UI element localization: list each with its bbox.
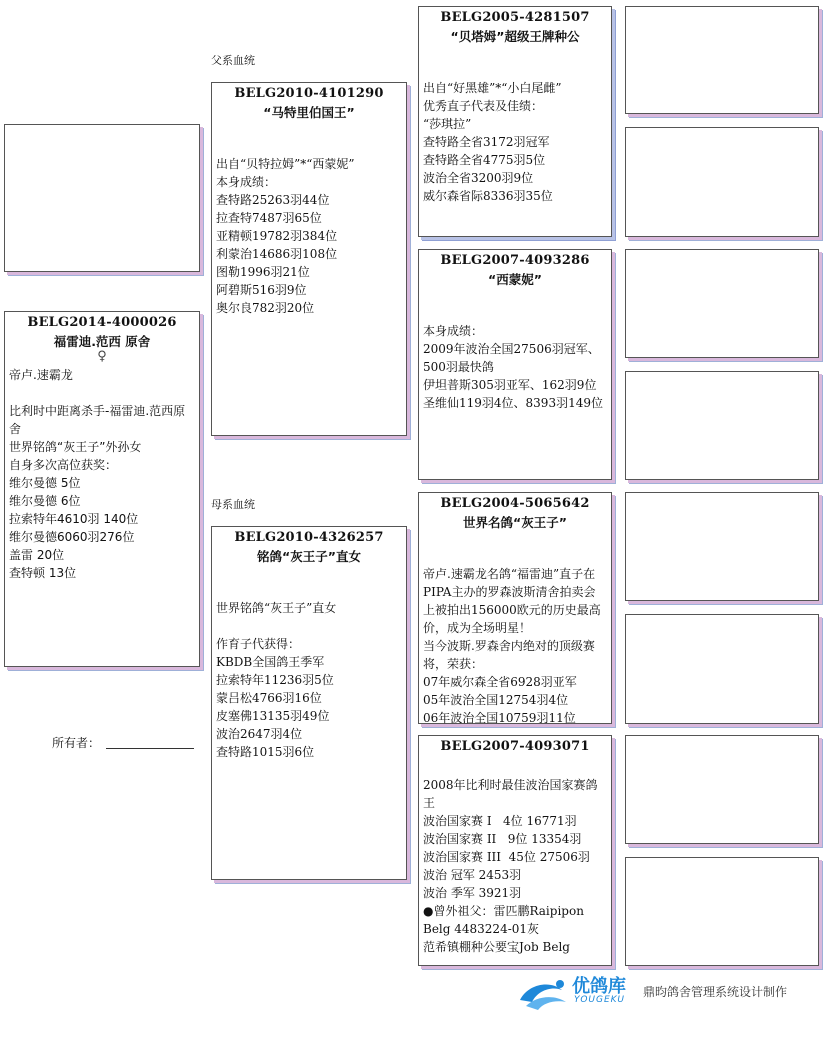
dam-sire-ring-number: BELG2004-5065642 [440, 496, 590, 511]
photo-placeholder [4, 124, 200, 272]
great-grandparent-6 [625, 614, 819, 724]
dam-sire-card [418, 492, 612, 724]
dam-sire-details: 帝卢.速霸龙名鸽“福雷迪”直子在PIPA主办的罗森波斯清舍拍卖会上被拍出156000欧元的历史最高价，成为全场明星！ 当今波斯.罗森舍内绝对的顶级赛将，荣获： 07年威尔森全省6928羽亚军 05年波治全国12754羽4位 06年波治全国10759羽11位 [423, 567, 601, 725]
brand-name-latin: YOUGEKU [574, 995, 626, 1005]
sire-sire-details: 出自“好黑雄”*“小白尾雌” 优秀直子代表及佳绩： “莎琪拉” 查特路全省3172羽冠军 查特路全省4775羽5位 波治全省3200羽9位 威尔森省际8336羽35位 [423, 81, 562, 203]
sire-ring-number: BELG2010-4101290 [234, 86, 384, 101]
dam-dam-card [418, 735, 612, 966]
great-grandparent-1 [625, 6, 819, 114]
sire-dam-ring-number: BELG2007-4093286 [440, 253, 590, 268]
dam-dam-details: 2008年比利时最佳波治国家赛鸽王 波治国家赛 I 4位 16771羽 波治国家赛 II 9位 13354羽 波治国家赛 III 45位 27506羽 波治 冠军 2453羽 波治 季军 3921羽 ●曾外祖父：雷匹鹏Raipipon Belg 4483224-01灰 范希镇棚种公要宝Job Belg [423, 778, 598, 954]
owner-signature-line [106, 748, 194, 749]
owner-label: 所有者： [52, 736, 101, 750]
father-line-label: 父系血统 [211, 54, 255, 67]
sire-sire-card [418, 6, 612, 237]
female-symbol-icon: ♀ [97, 349, 107, 364]
great-grandparent-4 [625, 371, 819, 480]
great-grandparent-2 [625, 127, 819, 237]
footer-credit: 鼎昀鸽舍管理系统设计制作 [643, 985, 788, 999]
dam-ring-number: BELG2010-4326257 [234, 530, 384, 545]
brand-name: 优鸽库 [572, 976, 626, 997]
sire-sire-name: “贝塔姆”超级王牌种公 [450, 29, 580, 44]
sire-card [211, 82, 407, 436]
great-grandparent-5 [625, 492, 819, 601]
subject-details: 帝卢.速霸龙 比利时中距离杀手-福雷迪.范西原舍 世界铭鸽“灰王子”外孙女 自身多次高位获奖： 维尔曼德 5位 维尔曼德 6位 拉索特年4610羽 140位 维尔曼德6060羽276位 盖雷 20位 查特顿 13位 [9, 368, 186, 580]
dam-card [211, 526, 407, 880]
great-grandparent-7 [625, 735, 819, 844]
great-grandparent-8 [625, 857, 819, 966]
mother-line-label: 母系血统 [211, 498, 255, 511]
subject-card [4, 311, 200, 667]
sire-dam-details: 本身成绩： 2009年波治全国27506羽冠军、500羽最快鸽 伊坦普斯305羽亚军、162羽9位 圣维仙119羽4位、8393羽149位 [423, 324, 603, 410]
sire-dam-card [418, 249, 612, 480]
dam-name: 铭鸽“灰王子”直女 [257, 549, 361, 564]
subject-ring-number: BELG2014-4000026 [27, 315, 177, 330]
sire-sire-ring-number: BELG2005-4281507 [440, 10, 590, 25]
dam-dam-ring-number: BELG2007-4093071 [440, 739, 590, 754]
subject-name: 福雷迪.范西 原舍 [53, 334, 151, 349]
dam-details: 世界铭鸽“灰王子”直女 作育子代获得： KBDB全国鸽王季军 拉索特年11236羽5位 蒙吕松4766羽16位 皮塞佛13135羽49位 波治2647羽4位 查特路1015羽6位 [216, 601, 337, 759]
sire-dam-name: “西蒙妮” [488, 272, 542, 287]
great-grandparent-3 [625, 249, 819, 358]
sire-details: 出自“贝特拉姆”*“西蒙妮” 本身成绩： 查特路25263羽44位 拉查特7487羽65位 亚精顿19782羽384位 利蒙治14686羽108位 图勒1996羽21位 阿碧斯516羽9位 奥尔良782羽20位 [216, 157, 355, 315]
sire-name: “马特里伯国王” [263, 105, 355, 120]
dam-sire-name: 世界名鸽“灰王子” [463, 515, 567, 530]
